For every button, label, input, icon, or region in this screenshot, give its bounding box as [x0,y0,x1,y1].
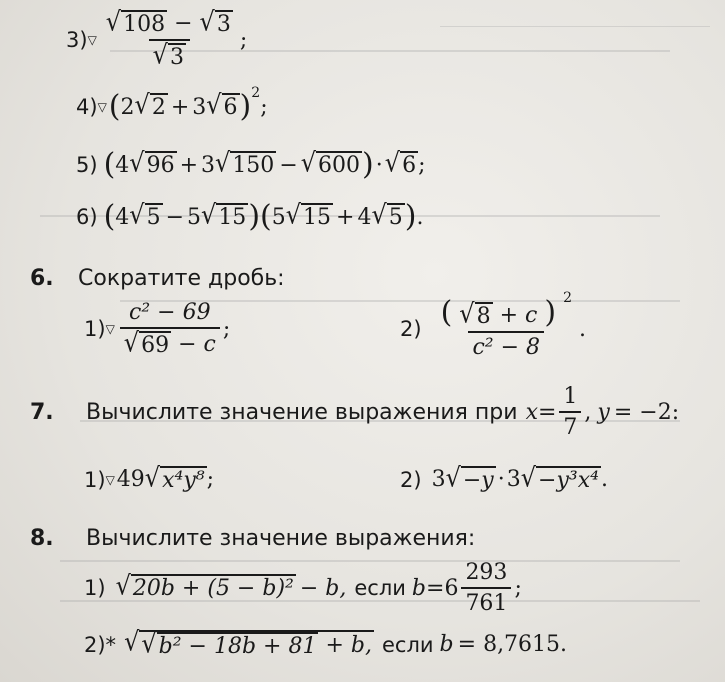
task-6-part-2: 2) ( √ 8 + c ) $^2$ c² − 8 . [400,289,586,361]
fraction: $\frac{293}{761}$ [461,560,511,616]
bleed-through-mark [440,8,710,27]
radical: √ −y [445,462,494,494]
task-title: Вычислите значение выражения: [86,526,476,551]
radical: √ 150 [215,147,275,179]
radical: √ √ b² − 18b + 81 + b, [124,626,372,660]
task-title: Вычислите значение выражения при [86,399,518,425]
radical: √ 6 [384,147,417,179]
radical: √ 5 [371,199,403,231]
task-6-part-1: 1) ▽ c² − 69 √ 69 − c ; [84,300,231,359]
radical: √ 3 [152,39,184,71]
item-label: 6) [76,205,98,229]
task-8-part-1: 1) √ 20b + (5 − b)² − b, если b = 6 $\frac{293}{761}$ ; [84,560,522,616]
exercise-item-6: 6) ( 4 √ 5 − 5 √ 15 )( 5 √ 15 + 4 √ 5 ) . [76,199,424,234]
fraction: $\frac{1}{7}$ [559,384,581,440]
fraction: c² − 69 √ 69 − c [120,300,220,358]
triangle-marker-icon: ▽ [105,472,115,487]
radical: √ 20b + (5 − b)² [115,570,294,602]
exercise-item-5: 5) ( 4 √ 96 + 3 √ 150 − √ 600 ) · √ 6 ; [76,147,426,182]
radical: √ 6 [206,89,238,121]
radical: √ −y³x⁴ [520,462,599,494]
item-label: 2)* [84,632,117,657]
radical: √ 15 [285,199,332,231]
task-number: 8. [30,526,54,551]
exercise-item-3 [66,6,248,71]
item-label: 1) [84,576,106,600]
punctuation: ; [239,27,248,53]
task-7-part-1: 1) ▽ 49 √ x⁴y⁸ ; [84,462,214,494]
radical: √ 8 [459,298,491,330]
task-8-heading [30,526,475,551]
task-8-part-2: 2)* √ √ b² − 18b + 81 + b, если b = 8,7615. [84,626,568,660]
task-7-heading: 7. Вычислите значение выражения при x = $\frac{1}{7}$ , y = −2: [30,384,680,440]
radical: √ 15 [201,199,247,231]
radical: √ 3 [199,6,231,38]
item-label: 4) [76,95,98,119]
radical: √ x⁴y⁸ [144,462,205,494]
triangle-marker-icon: ▽ [97,100,107,114]
task-title: Сократите дробь: [78,266,285,291]
item-label: 1) [84,317,106,342]
task-number: 6. [30,266,54,291]
exponent: 2 [251,85,261,101]
radical: √ 96 [129,147,175,179]
triangle-marker-icon: ▽ [105,322,115,337]
task-7-part-2: 2) 3 √ −y · 3 √ −y³x⁴ . [400,462,608,494]
triangle-marker-icon: ▽ [87,33,97,48]
radical: √ b² − 18b + 81 [141,628,317,660]
radical: √ 2 [134,89,166,121]
task-6-heading [30,266,285,291]
item-label: 2) [400,467,422,492]
radical: √ 69 [123,327,170,359]
item-label: 5) [76,153,98,177]
task-number: 7. [30,399,54,425]
radical: √ 5 [129,199,161,231]
radical: √ 108 [105,6,166,38]
item-label: 2) [400,317,422,342]
item-label: 1) [84,467,106,492]
exercise-item-4: 4) ▽ ( 2 √ 2 + 3 √ 6 ) 2 ; [76,85,268,124]
fraction: √ 108 − √ 3 √ 3 [105,6,231,71]
item-label: 3) [66,28,88,53]
radical: √ 600 [300,147,361,179]
fraction: ( √ 8 + c ) $^2$ c² − 8 [440,289,572,361]
